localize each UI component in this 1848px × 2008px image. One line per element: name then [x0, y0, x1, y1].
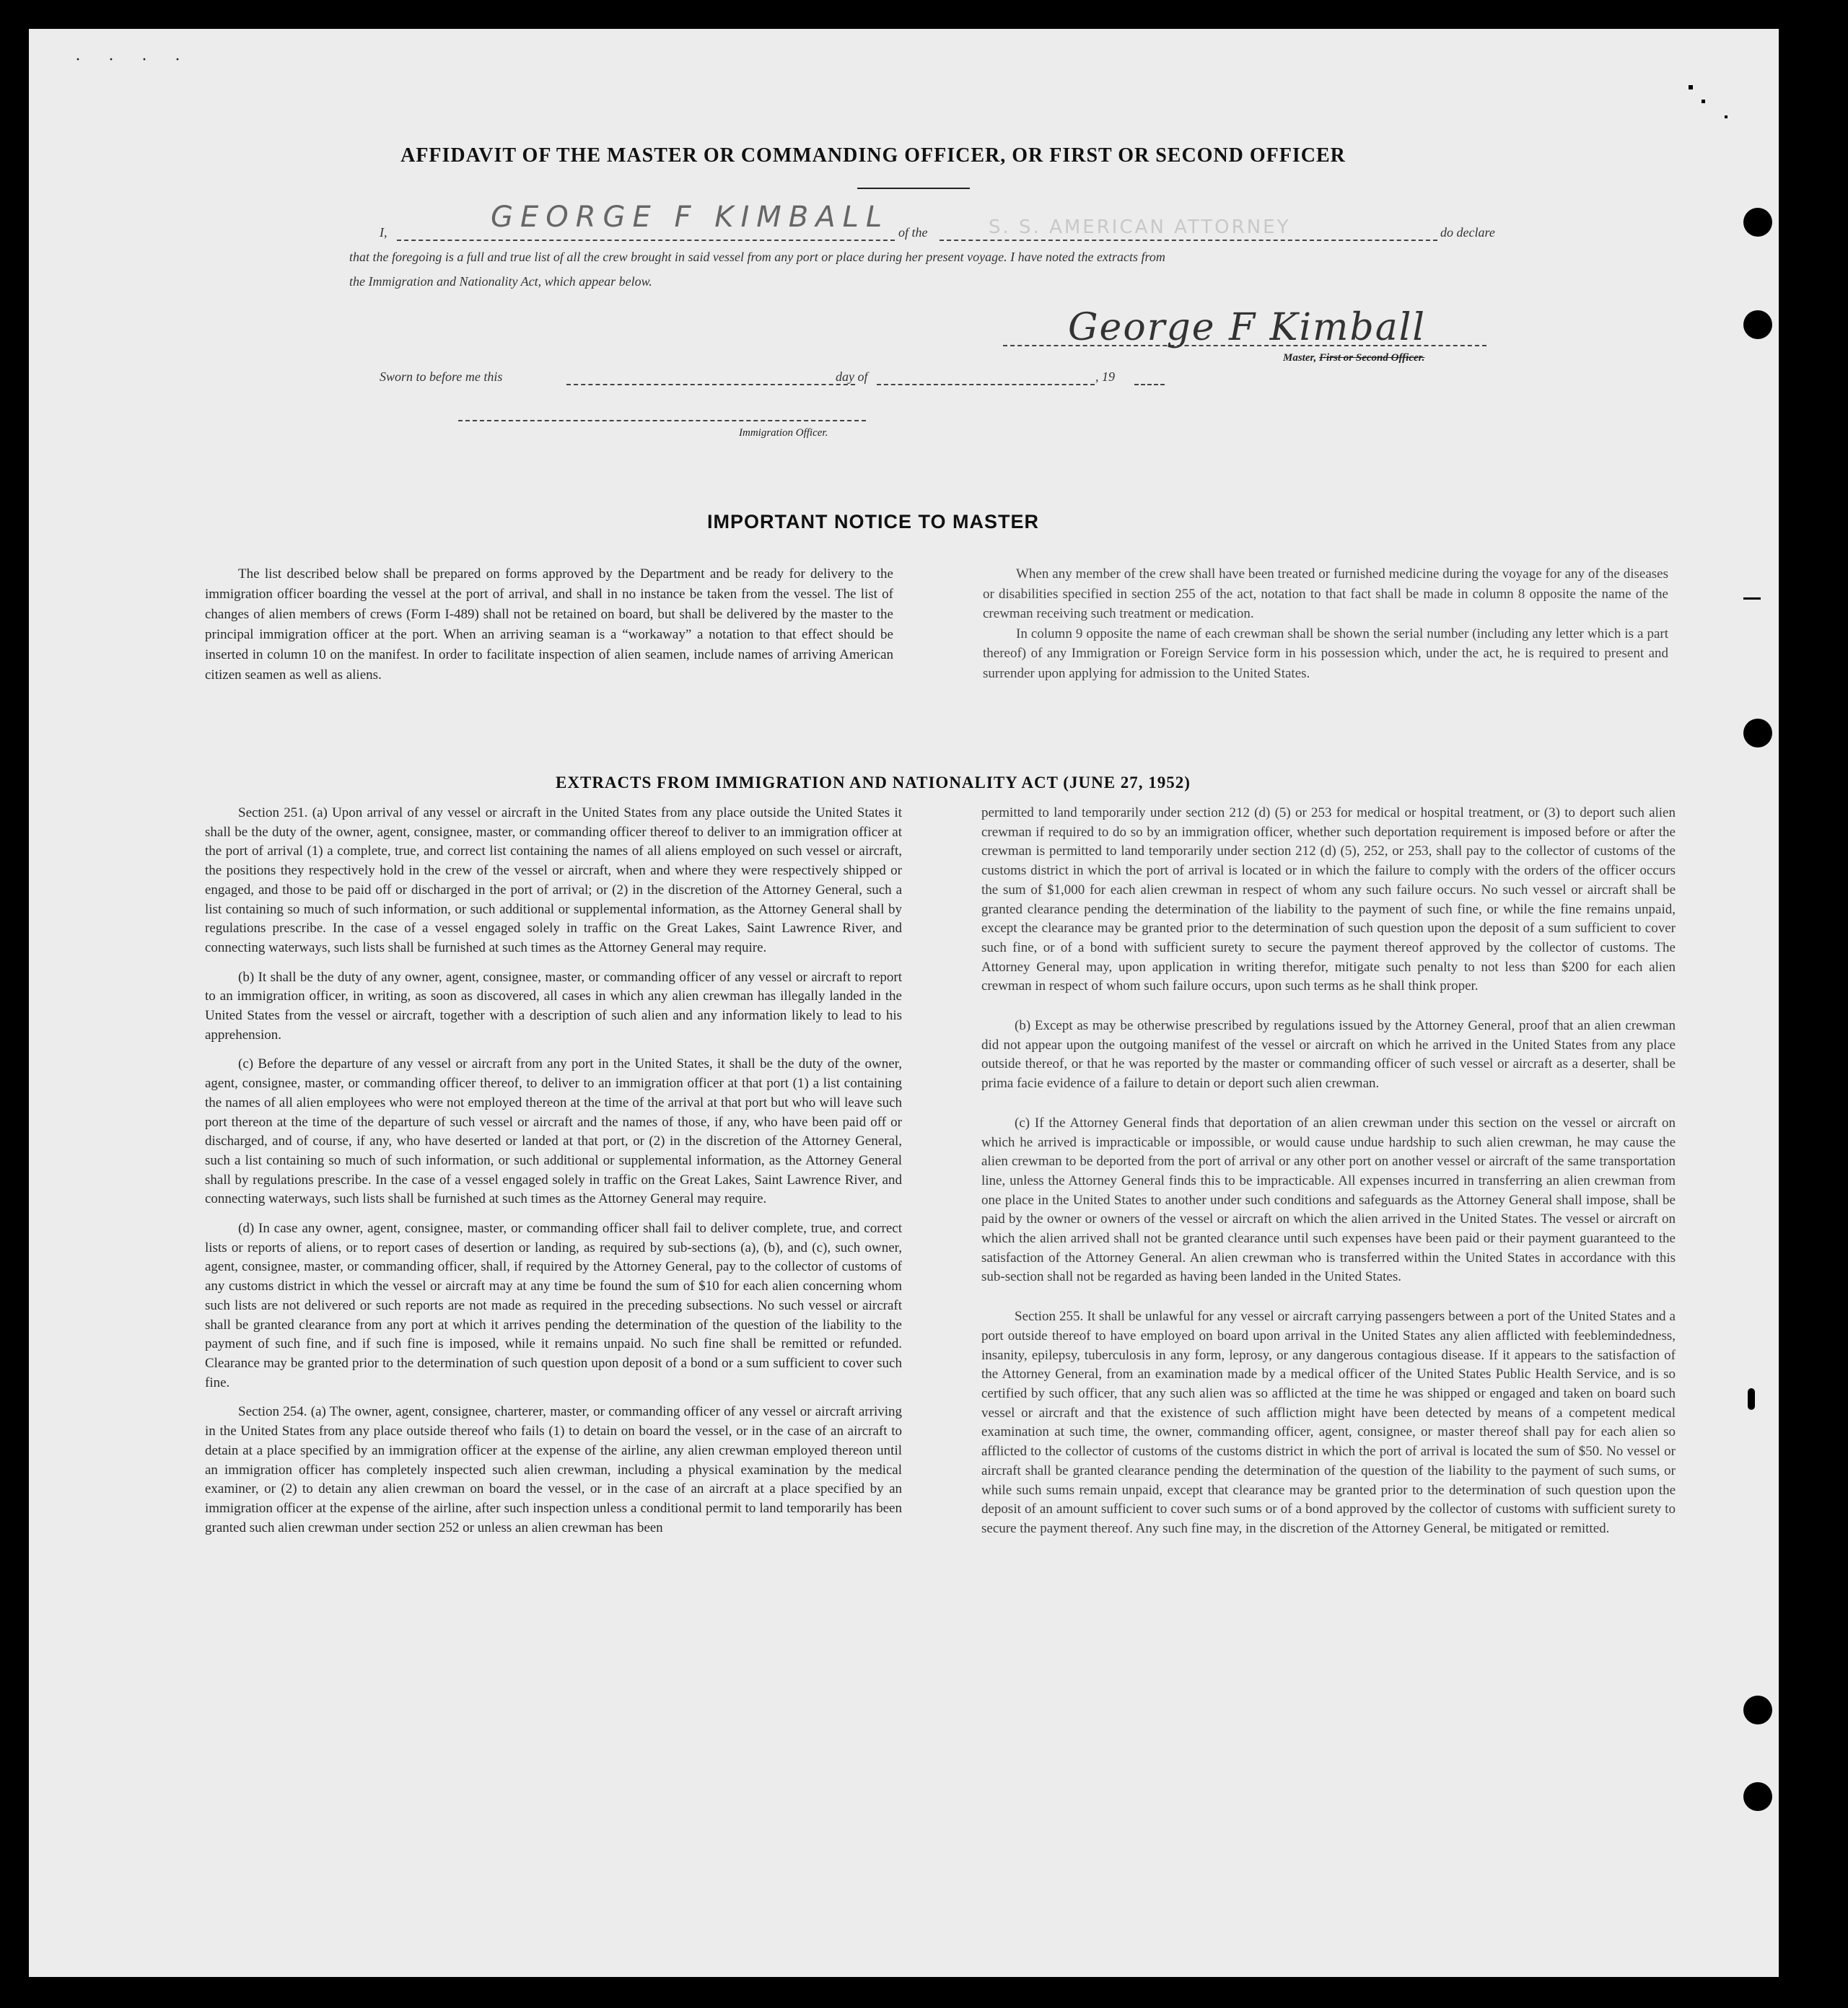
binder-hole: [1743, 1782, 1772, 1811]
speck: [1743, 597, 1761, 600]
sworn-month-blank: [877, 384, 1095, 385]
notice-heading: IMPORTANT NOTICE TO MASTER: [707, 511, 1039, 532]
declaration-i: I,: [380, 225, 387, 240]
binder-hole: [1743, 310, 1772, 339]
day-of-text: day of: [836, 369, 868, 384]
signer-title-struck: First or Second Officer.: [1319, 352, 1425, 364]
binder-hole: [1743, 208, 1772, 237]
sworn-year-blank: [1134, 384, 1165, 385]
extracts-left-column: [205, 804, 902, 1538]
section-251-c: (c) Before the departure of any vessel or aircraft from any port in the United States, it shall be the duty of the owner, agent, consignee, master, or commanding officer thereof, to deliver to an immigration officer at that port (1) a list containing the names of all alien employees who were not employed thereon at the time of the arrival at that port but who will leave such port thereon at the time of the departure of such vessel or aircraft and the names of those, if any, who have been paid off or discharged, and of course, if any, who have deserted or landed at that port, or (2) in the discretion of the Attorney General, such a list containing so much of such information, or such additional or supplemental information, as the Attorney General shall by regulations prescribe. In the case of a vessel engaged solely in traffic on the Great Lakes, Saint Lawrence River, and connecting waterways, such lists shall be furnished at such times as the Attorney General may require.: [205, 1056, 902, 1207]
speck: [1748, 1388, 1755, 1410]
section-255: Section 255. It shall be unlawful for any vessel or aircraft carrying passengers between a port of the United States and a port outside thereof to have employed on board upon arrival in the United States any alien afflicted with feeblemindedness, insanity, epilepsy, tuberculosis in any form, leprosy, or any dangerous contagious disease. If it appears to the satisfaction of the Attorney General, from an examination made by a medical officer of the United States Public Health Service, and is so certified by such officer, that any such alien was so afflicted at the time he was shipped or engaged and taken on board such vessel or aircraft and that the existence of such affliction might have been detected by means of a competent medical examination at such time, the owner, commanding officer, agent, consignee, or master thereof shall pay for each alien so afflicted to the collector of customs of the customs district in which the port of arrival is located the sum of $50. No vessel or aircraft shall be granted clearance pending the determination of the question of the liability to the payment of such sums, or while such sums remain unpaid, except that clearance may be granted prior to the determination of such question upon the deposit of an amount sufficient to cover such sums or of a bond approved by the collector of customs with sufficient surety to secure the payment thereof. Any such fine may, in the discretion of the Attorney General, be mitigated or remitted.: [981, 1309, 1676, 1536]
sworn-text: Sworn to before me this: [380, 369, 503, 384]
name-blank: [397, 240, 895, 241]
section-254-b: (b) Except as may be otherwise prescribed by regulations issued by the Attorney General, proof that an alien crewman did not appear upon the outgoing manifest of the vessel or aircraft on which he arrived in the United States from any place outside thereof, or that he was reported by the master or commanding officer of such vessel or aircraft as a deserter, shall be prima facie evidence of a failure to detain or deport such alien crewman.: [981, 1018, 1676, 1092]
master-name-handwritten: GEORGE F KIMBALL: [491, 201, 890, 234]
notice-right-paragraph-1: When any member of the crew shall have been treated or furnished medicine during the voyage for any of the diseases or disabilities specified in section 255 of the act, notation to that fact shall be made in column 8 opposite the name of the crewman receiving such treatment or medication.: [983, 566, 1668, 621]
officer-signature-line: [458, 420, 866, 421]
do-declare-text: do declare: [1440, 225, 1495, 240]
signer-title: [1283, 352, 1424, 364]
binder-hole: [1743, 719, 1772, 747]
section-254-a: Section 254. (a) The owner, agent, consignee, charterer, master, or commanding officer of any vessel or aircraft arriving in the United States from any place outside thereof who fails (1) to detain on board the vessel, or in the case of an aircraft to detain at a place specified by an immigration officer at the expense of the airline, any alien crewman employed thereon until an immigration officer has completely inspected such alien crewman, including a physical examination by the medical examiner, or (2) to detain any alien crewman on board the vessel, or in the case of an aircraft at a place specified by an immigration officer at the expense of the airline, after such inspection unless a conditional permit to land temporarily has been granted such alien crewman under section 252 or unless an alien crewman has been: [205, 1404, 902, 1535]
immigration-officer-label: Immigration Officer.: [739, 427, 828, 439]
section-251-d: (d) In case any owner, agent, consignee, master, or commanding officer shall fail to deliver complete, true, and correct lists or reports of aliens, or to report cases of desertion or landing, as required by sub-sections (a), (b), and (c), such owner, agent, consignee, master, or commanding officer, shall, if required by the Attorney General, pay to the collector of customs of any customs district in which the vessel or aircraft may at any time be found the sum of $10 for each alien concerning whom such lists are not delivered or such reports are not made as required in the preceding subsections. No such vessel or aircraft shall be granted clearance from any port at which it arrives pending the determination of the question of the liability to the payment of such fine, and if such fine is imposed, while it remains unpaid. No such fine shall be remitted or refunded. Clearance may be granted prior to the determination of such question upon deposit of a bond or a sum sufficient to cover such fine.: [205, 1221, 902, 1390]
signer-title-master: Master,: [1283, 352, 1317, 364]
vessel-name: S. S. AMERICAN ATTORNEY: [989, 216, 1291, 238]
speck: [1725, 115, 1727, 118]
sworn-day-blank: [566, 384, 855, 385]
notice-left-column: [205, 564, 893, 685]
declaration-line-3: the Immigration and Nationality Act, which appear below.: [349, 274, 652, 289]
section-254-a-continued: permitted to land temporarily under section 212 (d) (5) or 253 for medical or hospital treatment, or (3) to deport such alien crewman if required to do so by an immigration officer, whether such deportation requirement is imposed before or after the crewman is permitted to land temporarily under section 212 (d) (5), 252, or 253, shall pay to the collector of customs of the customs district in which the port of arrival is located or in which the failure to comply with the orders of the officer occurs the sum of $1,000 for each alien crewman in respect of whom any such failure occurs. No such vessel or aircraft shall be granted clearance pending the determination of the liability to the payment of such fine, or while the fine remains unpaid, except the clearance may be granted prior to the determination of such question upon the deposit of a sum sufficient to cover such fine, or of a bond with sufficient surety to secure the payment thereof approved by the collector of customs. The Attorney General may, upon application in writing therefor, mitigate such penalty to not less than $200 for each alien crewman in respect of whom such failure occurs, upon such terms as he shall think proper.: [981, 805, 1676, 994]
section-251-a: Section 251. (a) Upon arrival of any vessel or aircraft in the United States from any place outside the United States it shall be the duty of the owner, agent, consignee, master, or commanding officer thereof to deliver to an immigration officer at the port of arrival (1) a complete, true, and correct list containing the names of all aliens employed on such vessel or aircraft, the positions they respectively hold in the crew of the vessel or aircraft, when and where they were respectively shipped or engaged, and those to be paid off or discharged in the port of arrival; or (2) in the discretion of the Attorney General, such a list containing so much of such information, or such additional or supplemental information, as the Attorney General shall by regulations prescribe. In the case of a vessel engaged solely in traffic on the Great Lakes, Saint Lawrence River, and connecting waterways, such lists shall be furnished at such times as the Attorney General may require.: [205, 805, 902, 955]
year-prefix: , 19: [1095, 369, 1115, 384]
extracts-right-column: [981, 804, 1676, 1539]
affidavit-title: AFFIDAVIT OF THE MASTER OR COMMANDING OFFICER, OR FIRST OR SECOND OFFICER: [400, 144, 1346, 167]
section-254-c: (c) If the Attorney General finds that deportation of an alien crewman under this section on the vessel or aircraft on which he arrived is impracticable or impossible, or would cause undue hardship to such alien crewman, he may cause the alien crewman to be deported from the port of arrival or any other port on another vessel or aircraft of the same transportation line, unless the Attorney General finds this to be impracticable. All expenses incurred in transferring an alien crewman from one place in the United States to another under such conditions and safeguards as the Attorney General shall impose, shall be paid by the owner or owners of the vessel or aircraft on which the alien arrived in the United States. The vessel or aircraft on which the alien arrived shall not be granted clearance until such expenses have been paid or their payment guaranteed to the satisfaction of the Attorney General. An alien crewman who is transferred within the United States in accordance with this sub-section shall not be regarded as having been landed in the United States.: [981, 1115, 1676, 1285]
vessel-blank: [940, 240, 1437, 241]
notice-right-column: [983, 564, 1668, 683]
notice-right-paragraph-2: In column 9 opposite the name of each crewman shall be shown the serial number (including any letter which is a part thereof) of any Immigration or Foreign Service form in his possession which, under the act, he is required to present and surrender upon applying for admission to the United States.: [983, 626, 1668, 681]
declaration-line-2: that the foregoing is a full and true list of all the crew brought in said vessel from any port or place during her present voyage. I have noted the extracts from: [349, 250, 1165, 264]
section-251-b: (b) It shall be the duty of any owner, agent, consignee, master, or commanding officer of any vessel or aircraft to report to an immigration officer, in writing, as soon as discovered, all cases in which any alien crewman has illegally landed in the United States from the vessel or aircraft, together with a description of such alien and any information likely to lead to his apprehension.: [205, 969, 902, 1043]
speck: [1702, 100, 1705, 103]
corner-specks: · · · ·: [75, 51, 192, 69]
binder-hole: [1743, 1696, 1772, 1724]
master-signature: George F Kimball: [1068, 306, 1427, 349]
title-underline: [857, 188, 970, 189]
document-page: [29, 29, 1779, 1977]
notice-left-paragraph: The list described below shall be prepared on forms approved by the Department and be ready for delivery to the immigration officer boarding the vessel at the port of arrival, and shall in no instance be taken from the vessel. The list of changes of alien members of crews (Form I-489) shall not be retained on board, but shall be delivered by the master to the principal immigration officer at the port. When an arriving seaman is a “workaway” a notation to that effect should be inserted in column 10 on the manifest. In order to facilitate inspection of alien seamen, include names of arriving American citizen seamen as well as aliens.: [205, 566, 893, 683]
speck: [1689, 85, 1693, 89]
extracts-heading: EXTRACTS FROM IMMIGRATION AND NATIONALITY ACT (JUNE 27, 1952): [556, 773, 1191, 792]
of-the-text: of the: [898, 225, 928, 240]
